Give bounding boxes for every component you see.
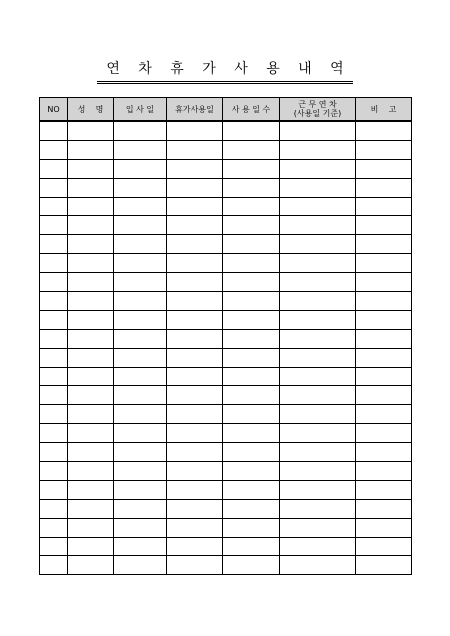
leave-usage-table (39, 97, 412, 575)
table-cell[interactable] (40, 329, 68, 348)
table-cell[interactable] (223, 537, 280, 556)
table-cell[interactable] (280, 292, 356, 311)
table-cell[interactable] (167, 405, 223, 424)
table-cell[interactable] (68, 178, 114, 197)
table-row (40, 235, 412, 254)
table-cell[interactable] (114, 443, 167, 462)
table-cell[interactable] (68, 121, 114, 140)
table-cell[interactable] (223, 424, 280, 443)
table-cell[interactable] (40, 518, 68, 537)
table-cell[interactable] (68, 537, 114, 556)
table-cell[interactable] (40, 178, 68, 197)
table-row (40, 443, 412, 462)
table-cell[interactable] (40, 197, 68, 216)
table-row (40, 480, 412, 499)
table-cell[interactable] (356, 140, 412, 159)
table-cell[interactable] (167, 235, 223, 254)
table-cell[interactable] (40, 424, 68, 443)
table-cell[interactable] (40, 273, 68, 292)
table-cell[interactable] (167, 537, 223, 556)
table-cell[interactable] (40, 235, 68, 254)
table-cell[interactable] (40, 499, 68, 518)
table-cell[interactable] (40, 216, 68, 235)
table-cell[interactable] (356, 348, 412, 367)
table-cell[interactable] (167, 178, 223, 197)
table-cell[interactable] (223, 254, 280, 273)
table-cell[interactable] (280, 197, 356, 216)
table-cell[interactable] (68, 235, 114, 254)
table-cell[interactable] (68, 367, 114, 386)
table-cell[interactable] (114, 518, 167, 537)
table-cell[interactable] (40, 367, 68, 386)
table-cell[interactable] (167, 197, 223, 216)
table-cell[interactable] (114, 140, 167, 159)
table-cell[interactable] (40, 292, 68, 311)
table-cell[interactable] (68, 254, 114, 273)
table-cell[interactable] (223, 159, 280, 178)
table-cell[interactable] (167, 254, 223, 273)
table-cell[interactable] (280, 405, 356, 424)
table-cell[interactable] (280, 537, 356, 556)
table-cell[interactable] (40, 443, 68, 462)
table-cell[interactable] (356, 178, 412, 197)
table-cell[interactable] (68, 348, 114, 367)
table-cell[interactable] (280, 121, 356, 140)
table-cell[interactable] (114, 405, 167, 424)
table-row (40, 121, 412, 140)
table-cell[interactable] (68, 159, 114, 178)
header-remarks: 비 고 (356, 98, 412, 122)
table-cell[interactable] (68, 140, 114, 159)
table-cell[interactable] (167, 216, 223, 235)
table-cell[interactable] (114, 273, 167, 292)
table-cell[interactable] (167, 386, 223, 405)
table-cell[interactable] (356, 254, 412, 273)
table-cell[interactable] (280, 348, 356, 367)
table-cell[interactable] (40, 405, 68, 424)
table-row (40, 254, 412, 273)
table-cell[interactable] (114, 462, 167, 481)
table-cell[interactable] (68, 310, 114, 329)
header-leave-date: 휴가사용일 (167, 98, 223, 122)
table-cell[interactable] (223, 386, 280, 405)
table-cell[interactable] (167, 348, 223, 367)
table-cell[interactable] (114, 197, 167, 216)
table-cell[interactable] (356, 292, 412, 311)
table-cell[interactable] (114, 121, 167, 140)
table-cell[interactable] (68, 329, 114, 348)
table-cell[interactable] (114, 386, 167, 405)
table-cell[interactable] (280, 140, 356, 159)
header-name: 성 명 (68, 98, 114, 122)
table-cell[interactable] (114, 216, 167, 235)
table-cell[interactable] (114, 348, 167, 367)
header-row (40, 98, 412, 122)
table-row (40, 310, 412, 329)
table-cell[interactable] (114, 178, 167, 197)
table-cell[interactable] (167, 329, 223, 348)
table-cell[interactable] (40, 386, 68, 405)
table-cell[interactable] (280, 462, 356, 481)
header-hire-date: 입 사 일 (114, 98, 167, 122)
table-cell[interactable] (40, 556, 68, 575)
table-row (40, 518, 412, 537)
table-cell[interactable] (356, 462, 412, 481)
table-row (40, 499, 412, 518)
table-cell[interactable] (114, 556, 167, 575)
table-cell[interactable] (40, 480, 68, 499)
table-cell[interactable] (356, 329, 412, 348)
table-cell[interactable] (223, 140, 280, 159)
table-cell[interactable] (280, 273, 356, 292)
table-cell[interactable] (223, 518, 280, 537)
table-cell[interactable] (68, 443, 114, 462)
table-cell[interactable] (68, 462, 114, 481)
table-cell[interactable] (223, 462, 280, 481)
table-cell[interactable] (356, 159, 412, 178)
table-cell[interactable] (114, 254, 167, 273)
table-row (40, 329, 412, 348)
table-cell[interactable] (223, 197, 280, 216)
table-cell[interactable] (280, 556, 356, 575)
table-cell[interactable] (114, 310, 167, 329)
table-cell[interactable] (223, 405, 280, 424)
table-cell[interactable] (114, 537, 167, 556)
table-cell[interactable] (68, 405, 114, 424)
table-cell[interactable] (280, 310, 356, 329)
table-cell[interactable] (356, 386, 412, 405)
table-cell[interactable] (167, 140, 223, 159)
table-row (40, 462, 412, 481)
table-cell[interactable] (167, 121, 223, 140)
table-cell[interactable] (356, 235, 412, 254)
table-cell[interactable] (167, 462, 223, 481)
table-cell[interactable] (280, 178, 356, 197)
table-cell[interactable] (68, 424, 114, 443)
table-row (40, 556, 412, 575)
table-cell[interactable] (356, 367, 412, 386)
table-cell[interactable] (356, 405, 412, 424)
table-cell[interactable] (114, 292, 167, 311)
table-body (40, 121, 412, 575)
table-cell[interactable] (356, 424, 412, 443)
table-cell[interactable] (167, 499, 223, 518)
table-cell[interactable] (40, 140, 68, 159)
table-cell[interactable] (356, 537, 412, 556)
table-cell[interactable] (280, 367, 356, 386)
table-cell[interactable] (356, 121, 412, 140)
table-cell[interactable] (40, 121, 68, 140)
table-cell[interactable] (280, 254, 356, 273)
table-cell[interactable] (280, 424, 356, 443)
table-cell[interactable] (280, 443, 356, 462)
table-row (40, 216, 412, 235)
table-row (40, 159, 412, 178)
table-cell[interactable] (356, 310, 412, 329)
table-cell[interactable] (356, 273, 412, 292)
table-cell[interactable] (114, 424, 167, 443)
table-cell[interactable] (223, 367, 280, 386)
table-row (40, 197, 412, 216)
table-cell[interactable] (167, 292, 223, 311)
table-cell[interactable] (68, 216, 114, 235)
table-cell[interactable] (223, 329, 280, 348)
table-cell[interactable] (280, 216, 356, 235)
table-cell[interactable] (68, 292, 114, 311)
table-cell[interactable] (223, 178, 280, 197)
table-cell[interactable] (68, 556, 114, 575)
table-cell[interactable] (40, 159, 68, 178)
table-cell[interactable] (280, 386, 356, 405)
table-cell[interactable] (167, 273, 223, 292)
table-cell[interactable] (280, 518, 356, 537)
table-cell[interactable] (223, 556, 280, 575)
table-cell[interactable] (223, 348, 280, 367)
table-row (40, 348, 412, 367)
table-cell[interactable] (356, 216, 412, 235)
table-cell[interactable] (114, 480, 167, 499)
table-cell[interactable] (167, 518, 223, 537)
table-cell[interactable] (68, 518, 114, 537)
table-cell[interactable] (167, 367, 223, 386)
table-cell[interactable] (280, 499, 356, 518)
table-cell[interactable] (40, 254, 68, 273)
table-cell[interactable] (68, 480, 114, 499)
table-cell[interactable] (223, 310, 280, 329)
table-row (40, 178, 412, 197)
table-row (40, 405, 412, 424)
table-cell[interactable] (68, 499, 114, 518)
table-cell[interactable] (40, 462, 68, 481)
table-cell[interactable] (68, 197, 114, 216)
table-cell[interactable] (223, 235, 280, 254)
header-no: NO (40, 98, 68, 122)
table-cell[interactable] (223, 121, 280, 140)
table-cell[interactable] (356, 499, 412, 518)
table-cell[interactable] (223, 216, 280, 235)
table-cell[interactable] (114, 367, 167, 386)
table-cell[interactable] (356, 518, 412, 537)
table-cell[interactable] (114, 235, 167, 254)
table-row (40, 292, 412, 311)
table-row (40, 424, 412, 443)
table-cell[interactable] (280, 329, 356, 348)
title-container (0, 58, 450, 84)
table-cell[interactable] (356, 556, 412, 575)
table-cell[interactable] (167, 556, 223, 575)
table-row (40, 537, 412, 556)
header-service-years: 근 무 연 차 (사용일 기준) (280, 98, 356, 122)
table-cell[interactable] (356, 443, 412, 462)
table-cell[interactable] (223, 292, 280, 311)
table-cell[interactable] (40, 537, 68, 556)
table-cell[interactable] (114, 159, 167, 178)
table-cell[interactable] (167, 480, 223, 499)
table-cell[interactable] (356, 480, 412, 499)
table-row (40, 140, 412, 159)
table-cell[interactable] (223, 499, 280, 518)
table-cell[interactable] (223, 443, 280, 462)
table-cell[interactable] (356, 197, 412, 216)
table-cell[interactable] (167, 159, 223, 178)
table-cell[interactable] (280, 480, 356, 499)
table-cell[interactable] (223, 480, 280, 499)
table-cell[interactable] (167, 443, 223, 462)
table-cell[interactable] (223, 273, 280, 292)
table-cell[interactable] (280, 159, 356, 178)
table-cell[interactable] (40, 348, 68, 367)
table-cell[interactable] (40, 310, 68, 329)
table-cell[interactable] (68, 386, 114, 405)
header-days-used: 사 용 일 수 (223, 98, 280, 122)
table-cell[interactable] (68, 273, 114, 292)
table-cell[interactable] (114, 329, 167, 348)
table-cell[interactable] (114, 499, 167, 518)
table-row (40, 273, 412, 292)
table-row (40, 386, 412, 405)
table-row (40, 367, 412, 386)
table-cell[interactable] (167, 424, 223, 443)
table-cell[interactable] (280, 235, 356, 254)
table-cell[interactable] (167, 310, 223, 329)
document-title: 연 차 휴 가 사 용 내 역 (97, 58, 352, 84)
